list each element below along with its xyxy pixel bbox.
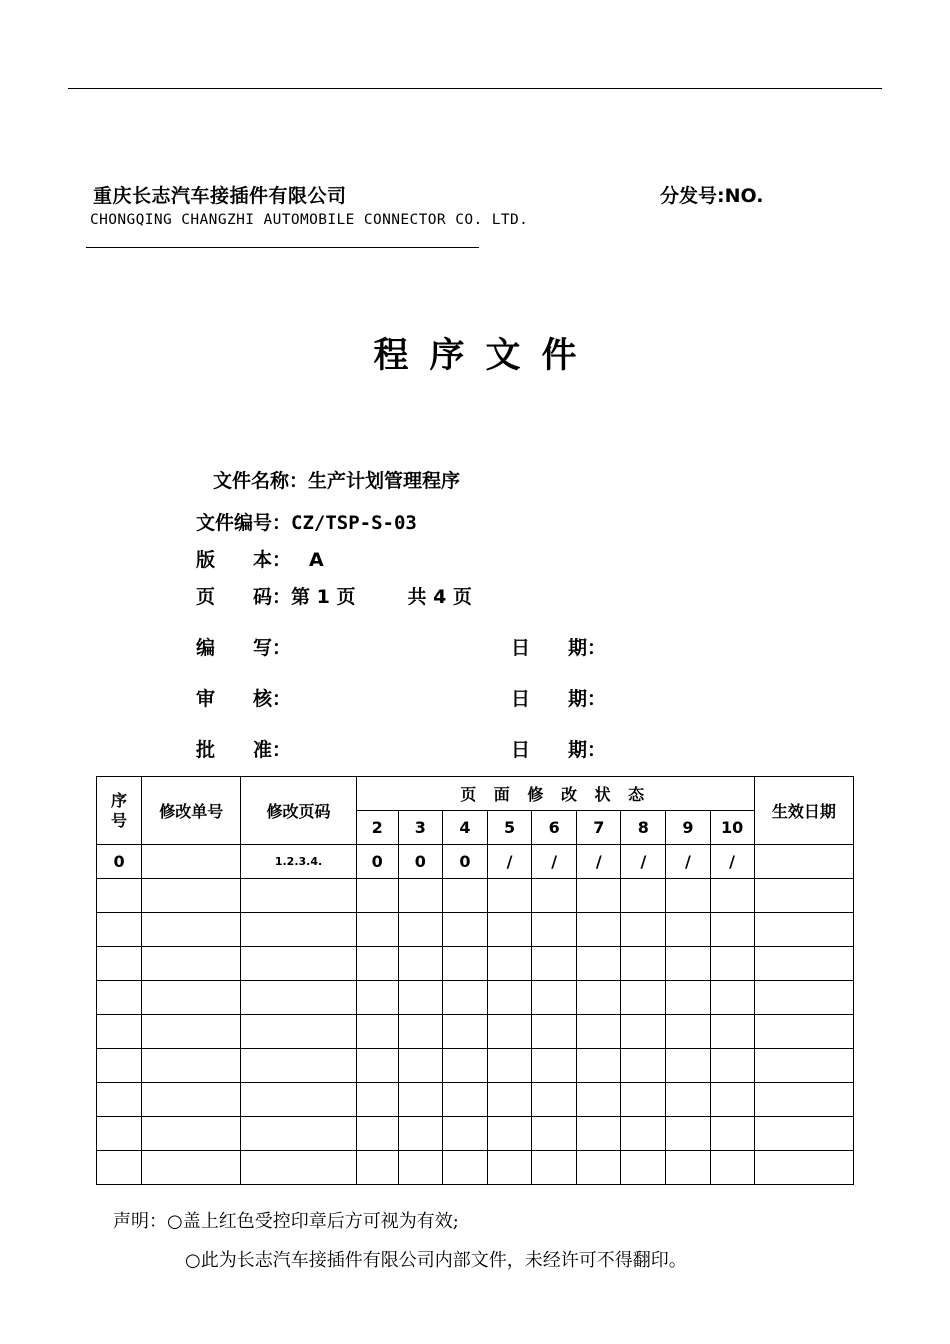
approver-label: 批 准： [196,739,292,761]
page-col-header: 10 [710,811,754,845]
header-change-no: 修改单号 [142,777,241,845]
top-rule [68,88,882,89]
row-page-status [710,1015,754,1049]
row-page-status [398,1049,442,1083]
row-seq [97,913,142,947]
row-page-status: 0 [356,845,398,879]
row-change-pages: 1.2.3.4. [241,845,356,879]
row-change-no [142,1117,241,1151]
header-effective-date: 生效日期 [754,777,853,845]
table-row [97,947,854,981]
row-page-status [532,879,577,913]
row-page-status [710,981,754,1015]
notice-label: 声明： [113,1211,167,1232]
row-seq [97,981,142,1015]
row-page-status [487,879,531,913]
row-seq: 0 [97,845,142,879]
row-page-status: / [577,845,621,879]
row-seq [97,1117,142,1151]
approver-date-label: 日 期： [511,739,607,761]
row-page-status [666,1049,710,1083]
table-row [97,845,854,879]
row-seq [97,1049,142,1083]
row-page-status [666,947,710,981]
row-page-status [621,913,666,947]
row-page-status [442,913,487,947]
row-effective-date [754,981,853,1015]
table-row [97,913,854,947]
row-effective-date [754,845,853,879]
row-change-pages [241,1083,356,1117]
row-page-status [356,1083,398,1117]
row-page-status [532,1049,577,1083]
version-value: A [309,549,324,571]
row-page-status [710,879,754,913]
row-effective-date [754,1015,853,1049]
row-page-status [577,1151,621,1185]
row-effective-date [754,879,853,913]
row-page-status [710,1117,754,1151]
row-page-status [710,1049,754,1083]
reviewer-date-label: 日 期： [511,688,607,710]
row-change-pages [241,1151,356,1185]
row-change-no [142,845,241,879]
row-page-status [487,1015,531,1049]
row-page-status [577,913,621,947]
row-page-status [710,947,754,981]
row-page-status [398,1117,442,1151]
row-change-no [142,1015,241,1049]
table-row [97,879,854,913]
header-seq: 序号 [97,777,142,845]
row-page-status [577,1117,621,1151]
row-page-status [577,1083,621,1117]
row-page-status [621,1117,666,1151]
row-page-status [356,981,398,1015]
page-total: 共 4 页 [407,586,472,608]
row-page-status [577,1049,621,1083]
author-label: 编 写： [196,637,292,659]
row-effective-date [754,913,853,947]
row-seq [97,1015,142,1049]
row-page-status [577,1015,621,1049]
file-number-label: 文件编号： [196,512,292,534]
company-underline [86,247,479,248]
file-number-field [196,508,417,535]
page-col-header: 3 [398,811,442,845]
version-field [196,545,324,572]
row-page-status [621,947,666,981]
row-page-status [532,1015,577,1049]
row-page-status [577,947,621,981]
row-page-status [666,1015,710,1049]
page-col-header: 7 [577,811,621,845]
row-page-status [398,913,442,947]
row-seq [97,1151,142,1185]
row-page-status [710,913,754,947]
row-page-status [398,1083,442,1117]
page-col-header: 8 [621,811,666,845]
row-page-status [487,1083,531,1117]
row-page-status [398,947,442,981]
row-effective-date [754,1049,853,1083]
row-page-status [577,879,621,913]
row-page-status [577,981,621,1015]
row-page-status: 0 [398,845,442,879]
table-row [97,1117,854,1151]
row-effective-date [754,1117,853,1151]
row-page-status [666,1151,710,1185]
row-change-pages [241,947,356,981]
row-page-status [487,947,531,981]
notice-line-2 [185,1246,687,1272]
table-row [97,1015,854,1049]
row-page-status [532,1151,577,1185]
row-change-pages [241,1015,356,1049]
row-page-status [532,981,577,1015]
company-name-cn: 重庆长志汽车接插件有限公司 [93,185,347,207]
row-page-status [442,879,487,913]
row-page-status [487,981,531,1015]
row-page-status [621,1049,666,1083]
row-page-status [621,981,666,1015]
page-col-header: 5 [487,811,531,845]
row-page-status [666,1117,710,1151]
row-page-status [532,1083,577,1117]
row-page-status [487,913,531,947]
row-change-no [142,1049,241,1083]
row-page-status [398,1015,442,1049]
page-field [196,582,472,609]
table-row [97,1083,854,1117]
row-page-status [442,1083,487,1117]
row-change-no [142,1151,241,1185]
file-name-field [213,466,460,493]
row-page-status [356,913,398,947]
row-page-status [356,947,398,981]
file-name-label: 文件名称： [213,470,309,492]
row-change-pages [241,1049,356,1083]
row-seq [97,879,142,913]
row-change-pages [241,1117,356,1151]
row-page-status [356,879,398,913]
notice-text-2: ○此为长志汽车接插件有限公司内部文件，未经许可不得翻印。 [185,1250,687,1271]
notice-line-1 [113,1207,459,1233]
row-page-status [532,913,577,947]
row-page-status [621,1151,666,1185]
row-page-status [398,1151,442,1185]
row-seq [97,1083,142,1117]
row-page-status [621,1083,666,1117]
row-effective-date [754,1151,853,1185]
row-page-status [666,879,710,913]
company-name-en: CHONGQING CHANGZHI AUTOMOBILE CONNECTOR CO. LTD. [90,212,529,228]
row-change-no [142,981,241,1015]
row-change-no [142,913,241,947]
row-page-status [487,1049,531,1083]
row-page-status [666,981,710,1015]
file-number-value: CZ/TSP-S-03 [291,512,417,534]
page-col-header: 9 [666,811,710,845]
row-page-status [710,1151,754,1185]
row-page-status [710,1083,754,1117]
row-change-no [142,879,241,913]
row-change-pages [241,913,356,947]
row-page-status [442,947,487,981]
row-page-status: / [532,845,577,879]
page-col-header: 2 [356,811,398,845]
row-page-status [621,1015,666,1049]
row-effective-date [754,947,853,981]
table-row [97,1151,854,1185]
author-date-label: 日 期： [511,637,607,659]
reviewer-label: 审 核： [196,688,292,710]
row-page-status [356,1151,398,1185]
row-page-status: / [487,845,531,879]
row-page-status [621,879,666,913]
document-title: 程序文件 [373,336,598,376]
page-label: 页 码： [196,586,292,608]
row-page-status [442,981,487,1015]
header-change-pages: 修改页码 [241,777,356,845]
page-value: 第 1 页 [291,586,356,608]
row-page-status [398,879,442,913]
table-row [97,981,854,1015]
row-page-status: / [621,845,666,879]
version-label: 版 本： [196,549,292,571]
file-name-value: 生产计划管理程序 [308,470,461,492]
row-change-pages [241,981,356,1015]
row-page-status [487,1117,531,1151]
table-row [97,1049,854,1083]
page-col-header: 4 [442,811,487,845]
row-change-no [142,1083,241,1117]
row-effective-date [754,1083,853,1117]
row-page-status: 0 [442,845,487,879]
row-page-status [487,1151,531,1185]
row-page-status [356,1117,398,1151]
row-page-status [442,1117,487,1151]
row-page-status [666,913,710,947]
page-col-header: 6 [532,811,577,845]
distribution-number: 分发号:NO. [660,185,764,207]
row-page-status [532,947,577,981]
row-page-status: / [666,845,710,879]
row-page-status [356,1049,398,1083]
row-page-status [356,1015,398,1049]
row-page-status: / [710,845,754,879]
row-change-no [142,947,241,981]
header-page-status: 页 面 修 改 状 态 [356,777,754,811]
row-page-status [532,1117,577,1151]
revision-table [96,776,854,1185]
row-seq [97,947,142,981]
row-page-status [666,1083,710,1117]
notice-text-1: ○盖上红色受控印章后方可视为有效; [167,1211,459,1232]
row-page-status [442,1151,487,1185]
row-change-pages [241,879,356,913]
row-page-status [398,981,442,1015]
row-page-status [442,1015,487,1049]
row-page-status [442,1049,487,1083]
